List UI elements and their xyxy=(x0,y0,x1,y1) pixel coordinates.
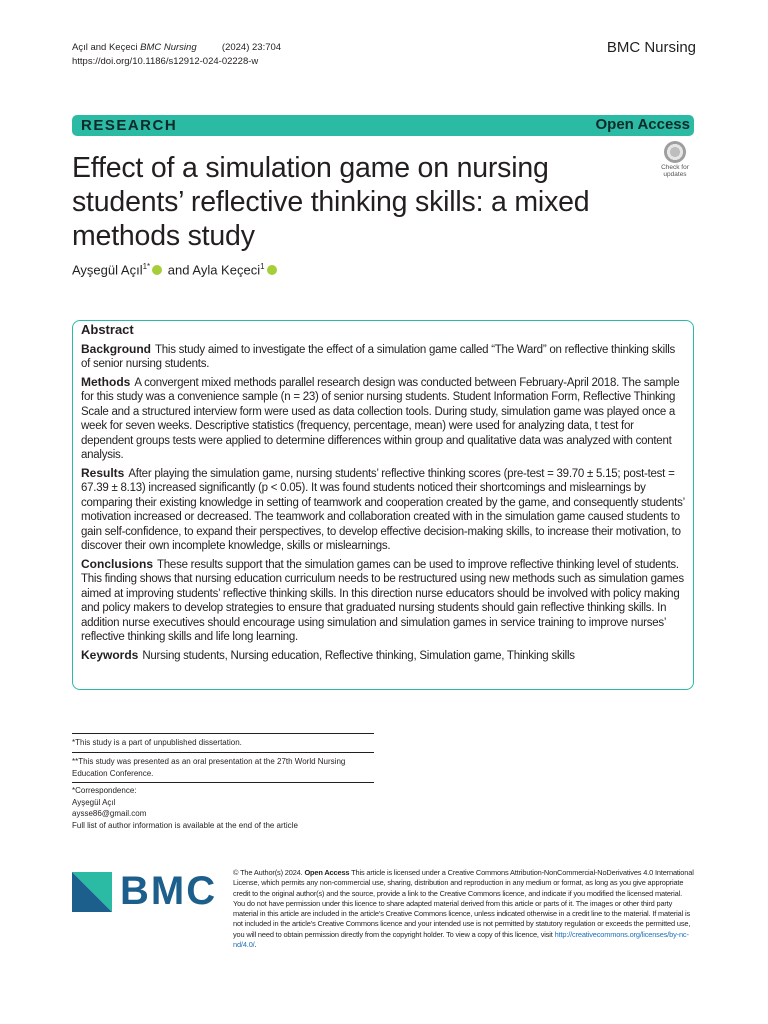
section-text: This study aimed to investigate the effect of a simulation game called “The Ward” on reflective thinking skills of senior nursing students. xyxy=(81,343,676,370)
section-label: Background xyxy=(81,341,152,356)
check-updates-line2: updates xyxy=(663,171,687,178)
author-name[interactable]: Ayla Keçeci xyxy=(192,262,261,278)
journal-name: BMC Nursing xyxy=(606,39,696,56)
section-label: RESEARCH xyxy=(81,117,178,134)
author-affiliation-mark: 1 xyxy=(260,262,265,271)
footnote-divider xyxy=(72,752,374,753)
abstract xyxy=(81,323,687,666)
header-journal-italic: BMC Nursing xyxy=(140,42,197,53)
affiliation-note: Full list of author information is available at the end of the article xyxy=(72,820,298,830)
header-citation: (2024) 23:704 xyxy=(221,42,282,53)
section-text: After playing the simulation game, nursing students’ reflective thinking scores (pre-test = 39.70 ± 5.15; post-test = 67.39 ± 8.13) increased significantly (p < 0.05). It was found students noticed their shortcomings and mislearnings by comparing their existing knowledge in setting of teamwork and cooperation created by the game, and consequently students’ motivation increased or decreased. The teamwork and collaboration created with in the simulation game caused students to gain self-confidence, to expand their perspectives, to develop effective decision-making skills, to increase their motivation, to discover their own incomplete knowledge, skills or mislearnings. xyxy=(81,467,685,552)
section-text: Nursing students, Nursing education, Reflective thinking, Simulation game, Thinking skills xyxy=(142,649,575,662)
section-banner xyxy=(72,115,694,136)
check-updates-line1: Check for xyxy=(661,164,689,171)
running-header xyxy=(72,41,281,69)
bmc-logo-text: BMC xyxy=(120,869,218,913)
correspondence-name: Ayşegül Açıl xyxy=(72,797,116,807)
check-for-updates-icon xyxy=(664,141,686,163)
section-text: A convergent mixed methods parallel research design was conducted between February-April 2018. The sample for this study was a convenience sample (n = 23) of senior nursing students. Student Information Form, Reflective Thinking Scale and a structured interview form were used as data collection tools. During study, simulation game was played once a week for seven weeks. Descriptive statistics (frequency, percentage, mean) were used for analyzing data, t test for dependent groups tests were applied to determine differences within group and qualitative data was analyzed with content analysis. xyxy=(81,376,680,461)
licence-prefix: © The Author(s) 2024. xyxy=(233,868,303,877)
correspondence-label: *Correspondence: xyxy=(72,786,137,795)
section-label: Keywords xyxy=(81,647,139,662)
footnote-2: **This study was presented as an oral presentation at the 27th World Nursing Education Conference. xyxy=(72,757,346,778)
abstract-methods xyxy=(81,375,687,463)
orcid-icon[interactable] xyxy=(267,265,277,275)
open-access-label: Open Access xyxy=(595,116,690,133)
bmc-logo-mark-icon xyxy=(72,872,112,912)
section-label: Conclusions xyxy=(81,556,154,571)
article-title: Effect of a simulation game on nursing students’ reflective thinking skills: a mixed methods study xyxy=(72,152,590,252)
correspondence-email[interactable]: aysse86@gmail.com xyxy=(72,809,147,818)
section-label: Results xyxy=(81,465,125,480)
licence-suffix: . xyxy=(254,940,257,950)
section-text: These results support that the simulation games can be used to improve reflective thinking level of students. This finding shows that nursing education curriculum needs to be restructured using new methods such as simulation games aimed at improving students’ reflective thinking skills. In this direction nurse educators should be involved with policy making and policy makers to develop strategies to ensure that graduated nursing students should gain reflective thinking skills. In addition nurse executives should encourage using simulation and simulation games in service training to improve nurses’ reflective thinking skills and life long learning. xyxy=(81,558,684,643)
abstract-conclusions xyxy=(81,557,687,645)
licence-open-access: Open Access xyxy=(304,868,350,877)
correspondence-block xyxy=(72,785,382,831)
abstract-heading: Abstract xyxy=(81,322,134,337)
licence-body: This article is licensed under a Creative Commons Attribution-NonCommercial-NoDerivatives 4.0 International License, which permits any non-commercial use, sharing, distribution and reproduction in any medium or format, as long as you give appropriate credit to the original author(s) and the source, provide a link to the Creative Commons licence, and indicate if you modified the licensed material. You do not have permission under this licence to share adapted material derived from this article or parts of it. The images or other third party material in this article are included in the article’s Creative Commons licence, unless indicated otherwise in a credit line to the material. If material is not included in the article’s Creative Commons licence and your intended use is not permitted by statutory regulation or exceeds the permitted use, you will need to obtain permission directly from the copyright holder. To view a copy of this licence, visit xyxy=(233,868,694,939)
section-label: Methods xyxy=(81,374,131,389)
orcid-icon[interactable] xyxy=(152,265,162,275)
footnote-divider xyxy=(72,782,374,783)
abstract-results xyxy=(81,466,687,554)
abstract-background xyxy=(81,342,687,372)
bmc-logo xyxy=(72,869,218,913)
licence-statement xyxy=(233,868,695,950)
footnote-1: *This study is a part of unpublished dissertation. xyxy=(72,738,242,747)
check-for-updates-button[interactable] xyxy=(655,141,695,181)
abstract-keywords xyxy=(81,648,687,664)
doi-link[interactable]: https://doi.org/10.1186/s12912-024-02228-w xyxy=(72,56,259,67)
footnote-divider xyxy=(72,733,374,734)
licence-link[interactable]: http://creativecommons.org/licenses/by-nc-nd/4.0/ xyxy=(233,929,689,950)
author-affiliation-mark: 1* xyxy=(142,262,151,271)
author-name[interactable]: Ayşegül Açıl xyxy=(72,262,143,278)
header-authors: Açıl and Keçeci xyxy=(72,42,138,53)
author-list xyxy=(72,262,279,277)
citation-line xyxy=(72,41,281,55)
author-connector: and xyxy=(167,262,190,278)
